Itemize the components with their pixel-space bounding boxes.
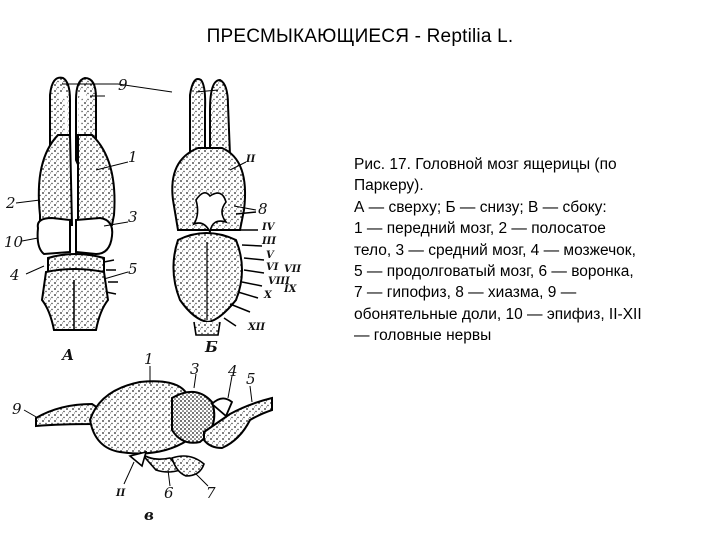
panel-label-v: в: [144, 506, 154, 524]
brain-ventral-view: [172, 79, 264, 335]
figure-caption: [354, 154, 704, 347]
caption-line: тело, 3 — средний мозг, 4 — мозжечок,: [354, 241, 636, 259]
label-5-side: 5: [246, 370, 256, 388]
label-II-side: II: [116, 488, 126, 499]
label-3-side: 3: [190, 360, 200, 378]
label-7-side: 7: [206, 484, 216, 502]
label-4-top: 4: [10, 266, 20, 284]
page-title: ПРЕСМЫКАЮЩИЕСЯ - Reptilia L.: [206, 26, 514, 47]
caption-line: 7 — гипофиз, 8 — хиазма, 9 —: [354, 284, 577, 302]
caption-line: 1 — передний мозг, 2 — полосатое: [354, 220, 606, 238]
caption-line: Паркеру).: [354, 177, 424, 195]
caption-line: 5 — продолговатый мозг, 6 — воронка,: [354, 263, 634, 281]
label-5-top: 5: [128, 260, 138, 278]
label-1-side: 1: [144, 350, 154, 368]
label-XII-bottom: XII: [248, 322, 266, 333]
brain-lateral-view: [36, 381, 272, 476]
label-8-bottom: 8: [258, 200, 268, 218]
label-VI-bottom: VI: [266, 262, 279, 273]
label-VIII-bottom: VIII: [268, 276, 290, 287]
panel-label-b: Б: [205, 338, 218, 356]
label-10-top: 10: [4, 233, 24, 251]
caption-line: — головные нервы: [354, 327, 492, 345]
label-4-side: 4: [228, 362, 238, 380]
label-VII-bottom: VII: [284, 264, 302, 275]
label-9-side: 9: [12, 400, 22, 418]
caption-line: А — сверху; Б — снизу; В — сбоку:: [354, 198, 607, 216]
label-9-top: 9: [118, 76, 128, 94]
brain-dorsal-view: [38, 78, 118, 330]
label-III-bottom: III: [262, 236, 277, 247]
label-II-bottom: II: [246, 154, 256, 165]
label-2-top: 2: [6, 194, 16, 212]
panel-label-a: А: [62, 346, 75, 364]
label-1-top: 1: [128, 148, 138, 166]
label-6-side: 6: [164, 484, 174, 502]
label-IV-bottom: IV: [262, 222, 275, 233]
label-IX-bottom: IX: [284, 284, 297, 295]
label-X-bottom: X: [264, 290, 272, 301]
label-V-bottom: V: [266, 250, 274, 261]
caption-line: Рис. 17. Головной мозг ящерицы (по: [354, 156, 617, 173]
label-3-top: 3: [128, 208, 138, 226]
caption-line: обонятельные доли, 10 — эпифиз, II-XII: [354, 305, 642, 323]
